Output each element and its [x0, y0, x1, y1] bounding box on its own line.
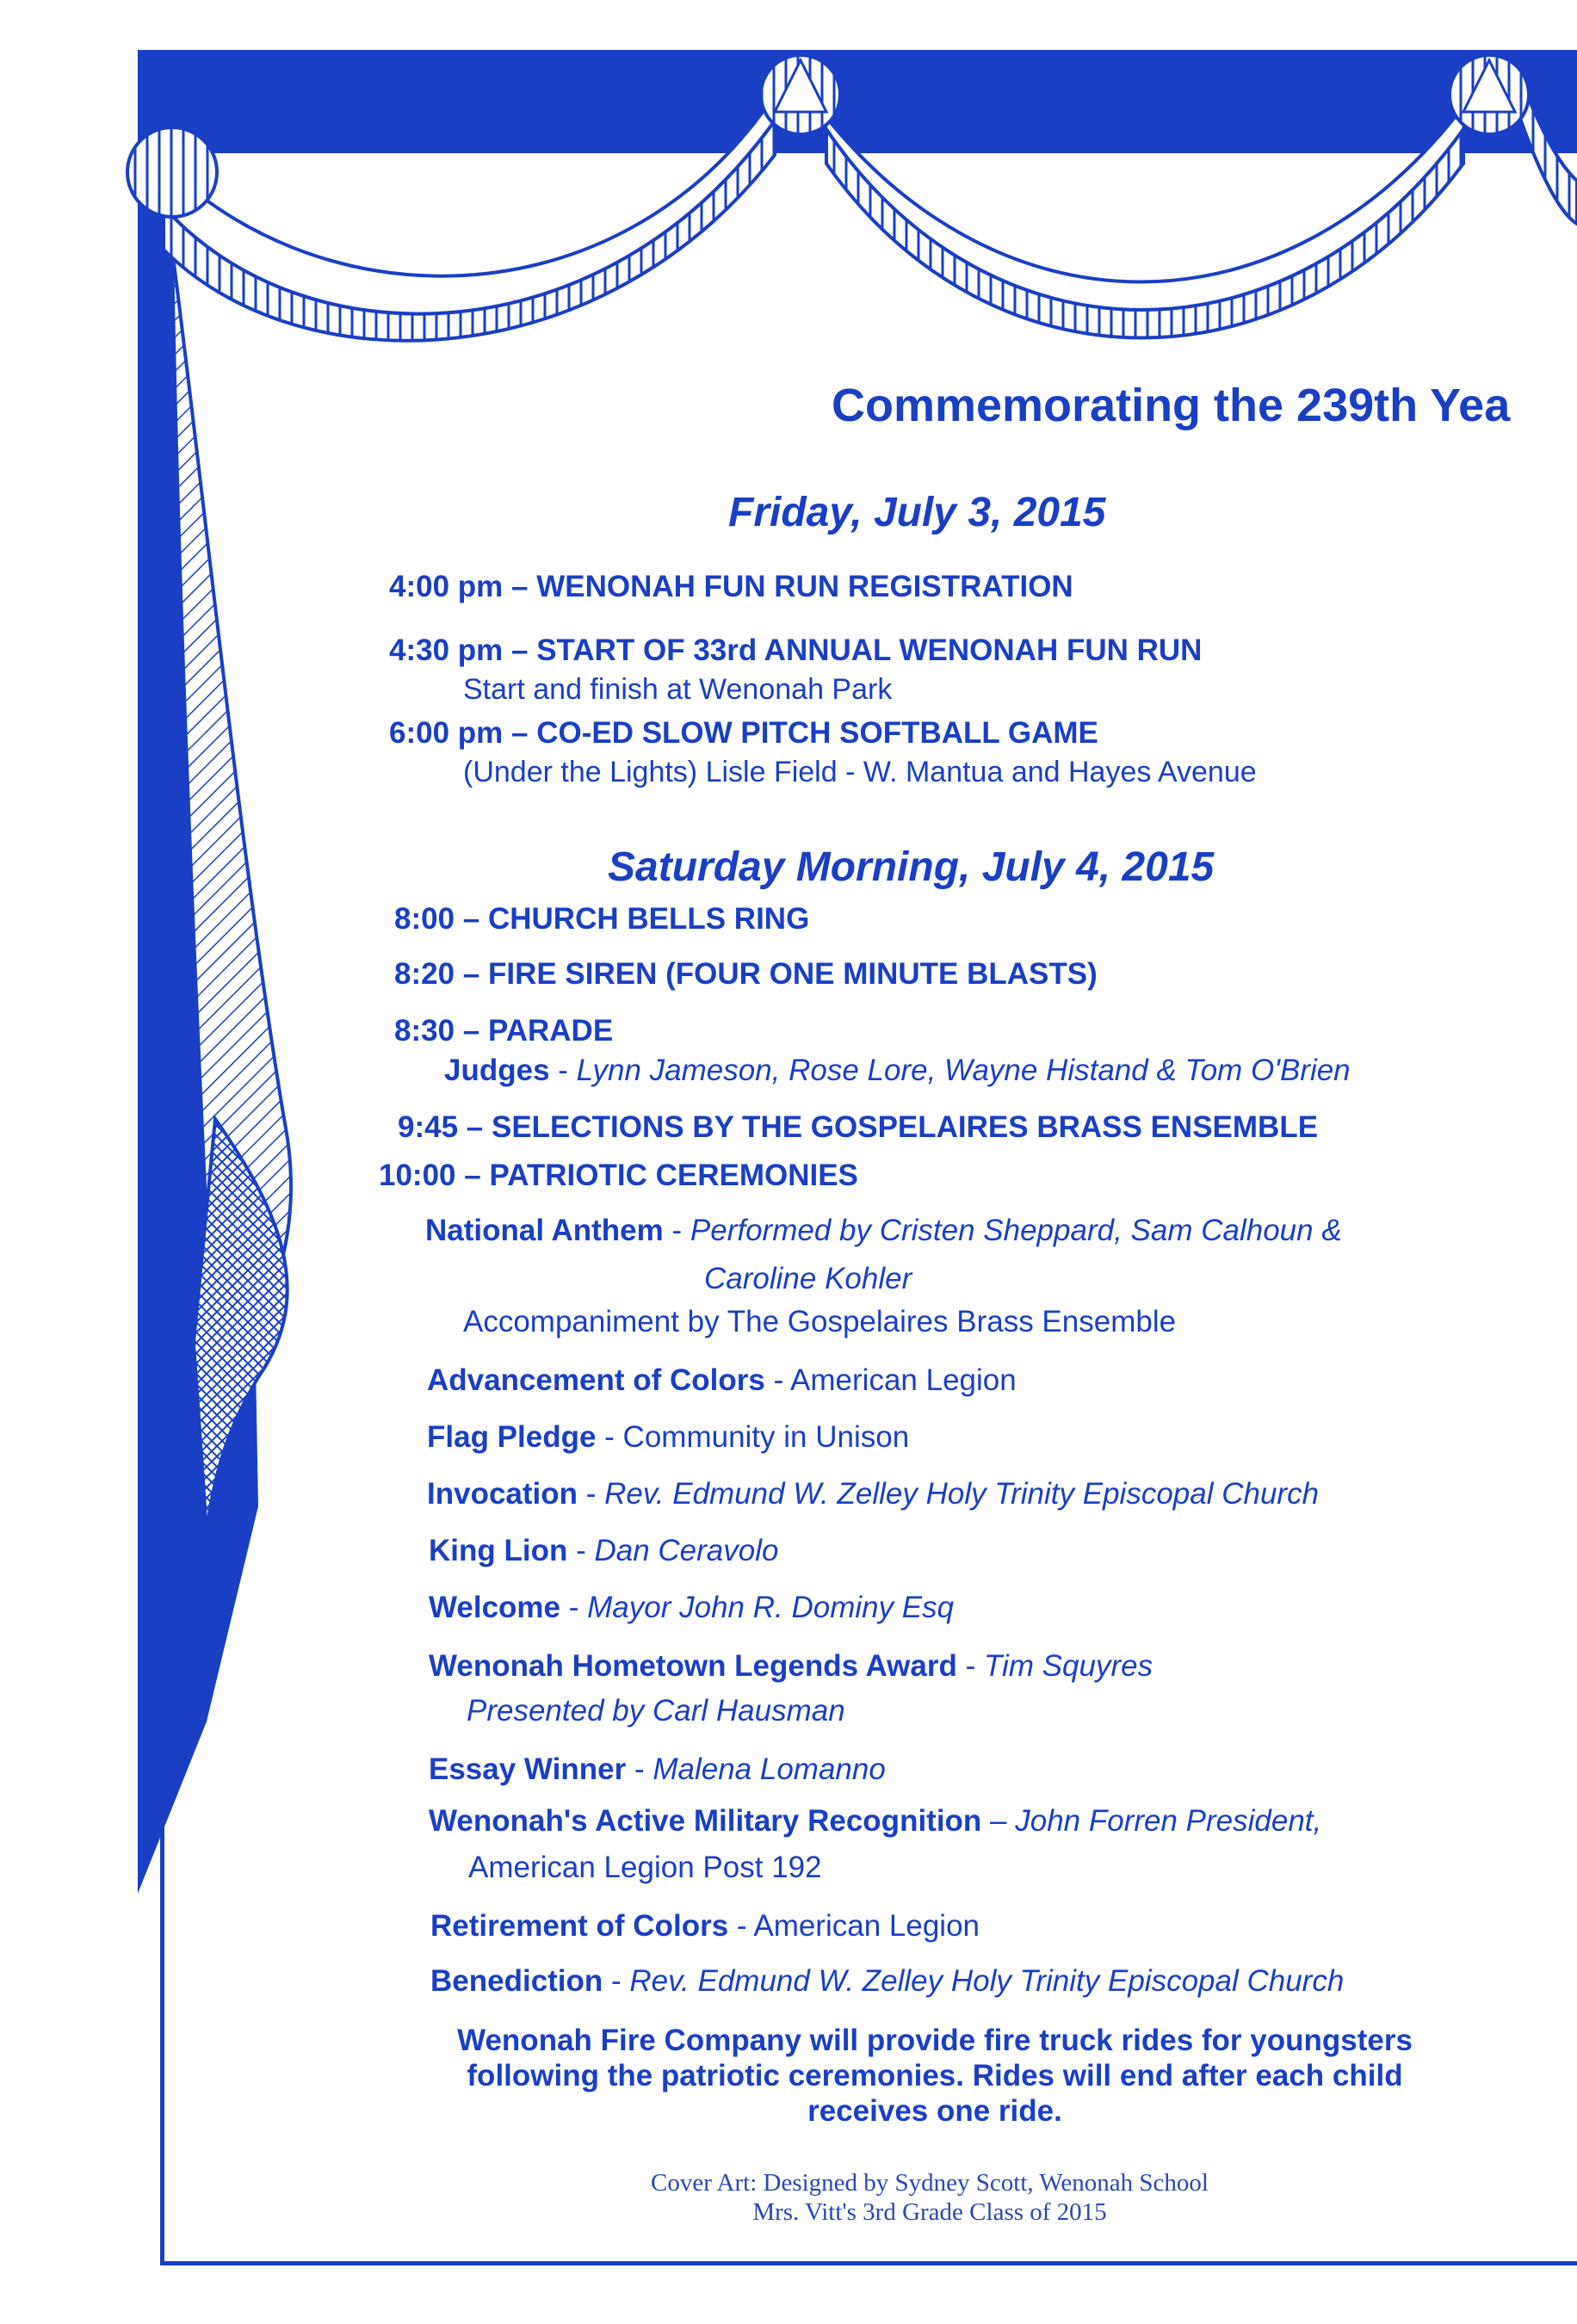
- saturday-event-4: [398, 1110, 1318, 1145]
- ceremony-label: Advancement of Colors: [427, 1363, 765, 1397]
- friday-event-3: [389, 716, 1098, 751]
- ceremony-label: Invocation: [427, 1477, 578, 1511]
- ceremony-military: Wenonah's Active Military Recognition – John Forren President,: [429, 1804, 1322, 1838]
- friday-heading: Friday, July 3, 2015: [728, 490, 1106, 535]
- event-text: WENONAH FUN RUN REGISTRATION: [536, 570, 1073, 603]
- judges-label: Judges: [444, 1054, 550, 1087]
- event-time: 4:30 pm –: [389, 634, 529, 667]
- ceremony-label: Retirement of Colors: [430, 1909, 729, 1943]
- saturday-event-5: [379, 1159, 858, 1193]
- cover-art-line-1: Cover Art: Designed by Sydney Scott, Wenonah School: [651, 2169, 1209, 2197]
- ceremony-label: Wenonah's Active Military Recognition: [429, 1804, 982, 1838]
- event-time: 4:00 pm –: [389, 570, 529, 603]
- ceremony-benediction: Benediction - Rev. Edmund W. Zelley Holy Trinity Episcopal Church: [430, 1964, 1345, 1998]
- fire-note-line-3: receives one ride.: [807, 2094, 1062, 2128]
- event-time: 6:00 pm –: [389, 716, 529, 750]
- ceremony-label: National Anthem: [425, 1214, 664, 1247]
- friday-event-3-detail: (Under the Lights) Lisle Field - W. Mantua and Hayes Avenue: [463, 756, 1257, 788]
- event-time: 8:00 –: [394, 902, 480, 936]
- ceremony-invocation: Invocation - Rev. Edmund W. Zelley Holy Trinity Episcopal Church: [427, 1477, 1320, 1511]
- ceremony-label: Welcome: [429, 1591, 561, 1624]
- event-text: PARADE: [487, 1014, 614, 1048]
- judges-names: Lynn Jameson, Rose Lore, Wayne Histand & Tom O'Brien: [576, 1054, 1351, 1087]
- ceremony-anthem-accompaniment: Accompaniment by The Gospelaires Brass Ensemble: [463, 1305, 1177, 1338]
- fire-note-line-2: following the patriotic ceremonies. Rides will end after each child: [467, 2059, 1403, 2092]
- ceremony-military-cont: American Legion Post 192: [468, 1851, 822, 1884]
- event-text: SELECTIONS BY THE GOSPELAIRES BRASS ENSEMBLE: [491, 1110, 1319, 1144]
- ceremony-value: Community in Unison: [622, 1420, 910, 1454]
- ceremony-value: Mayor John R. Dominy Esq: [587, 1591, 955, 1624]
- fire-note-line-1: Wenonah Fire Company will provide fire truck rides for youngsters: [457, 2024, 1413, 2057]
- ceremony-anthem-cont: Caroline Kohler: [704, 1262, 912, 1295]
- judges-sep: -: [549, 1054, 577, 1087]
- saturday-event-3: [394, 1014, 613, 1048]
- ceremony-value: American Legion: [790, 1363, 1017, 1397]
- friday-event-2: [389, 634, 1202, 668]
- cover-art-line-2: Mrs. Vitt's 3rd Grade Class of 2015: [752, 2198, 1107, 2226]
- saturday-heading: Saturday Morning, July 4, 2015: [608, 844, 1215, 890]
- event-text: CO-ED SLOW PITCH SOFTBALL GAME: [536, 716, 1098, 750]
- event-time: 8:20 –: [394, 957, 480, 991]
- ceremony-retirement: Retirement of Colors - American Legion: [430, 1909, 980, 1943]
- friday-event-1: [389, 570, 1073, 604]
- ceremony-value: Rev. Edmund W. Zelley Holy Trinity Episcopal Church: [604, 1477, 1320, 1511]
- event-time: 9:45 –: [398, 1110, 484, 1144]
- event-text: PATRIOTIC CEREMONIES: [489, 1159, 858, 1192]
- ceremony-welcome: Welcome - Mayor John R. Dominy Esq: [429, 1591, 955, 1624]
- ceremony-value: Malena Lomanno: [652, 1752, 886, 1786]
- ceremony-value: Tim Squyres: [983, 1649, 1153, 1683]
- event-text: FIRE SIREN (FOUR ONE MINUTE BLASTS): [487, 957, 1098, 991]
- ceremony-value: Performed by Cristen Sheppard, Sam Calhoun &: [690, 1214, 1342, 1247]
- ceremony-value: John Forren President,: [1015, 1804, 1322, 1838]
- ceremony-essay-winner: Essay Winner - Malena Lomanno: [429, 1752, 886, 1786]
- ceremony-pledge: Flag Pledge - Community in Unison: [427, 1420, 910, 1454]
- ceremony-value: American Legion: [753, 1909, 980, 1943]
- friday-event-2-detail: Start and finish at Wenonah Park: [463, 673, 893, 706]
- ceremony-value: Dan Ceravolo: [594, 1534, 779, 1567]
- ceremony-label: Flag Pledge: [427, 1420, 597, 1454]
- fire-truck-note: [401, 2023, 1469, 2129]
- ceremony-colors: Advancement of Colors - American Legion: [427, 1363, 1017, 1397]
- event-time: 8:30 –: [394, 1014, 480, 1048]
- ceremony-label: King Lion: [429, 1534, 568, 1567]
- ceremony-value: Rev. Edmund W. Zelley Holy Trinity Episcopal Church: [629, 1964, 1345, 1998]
- event-text: START OF 33rd ANNUAL WENONAH FUN RUN: [536, 634, 1203, 667]
- ceremony-anthem: National Anthem - Performed by Cristen Sheppard, Sam Calhoun &: [425, 1214, 1342, 1247]
- ceremony-label: Wenonah Hometown Legends Award: [429, 1649, 957, 1683]
- ceremony-legends-award: Wenonah Hometown Legends Award - Tim Squyres: [429, 1649, 1153, 1683]
- ceremony-king-lion: King Lion - Dan Ceravolo: [429, 1534, 779, 1567]
- ceremony-label: Essay Winner: [429, 1752, 627, 1786]
- ceremony-label: Benediction: [430, 1964, 603, 1998]
- saturday-event-1: [394, 902, 809, 936]
- event-time: 10:00 –: [379, 1159, 481, 1192]
- judges-line: [444, 1054, 1351, 1088]
- event-text: CHURCH BELLS RING: [487, 902, 810, 936]
- ceremony-legends-presenter: Presented by Carl Hausman: [467, 1694, 845, 1728]
- cover-art-credit: [516, 2168, 1343, 2227]
- page-title: Commemorating the 239th Yea: [832, 380, 1511, 431]
- saturday-event-2: [394, 957, 1098, 992]
